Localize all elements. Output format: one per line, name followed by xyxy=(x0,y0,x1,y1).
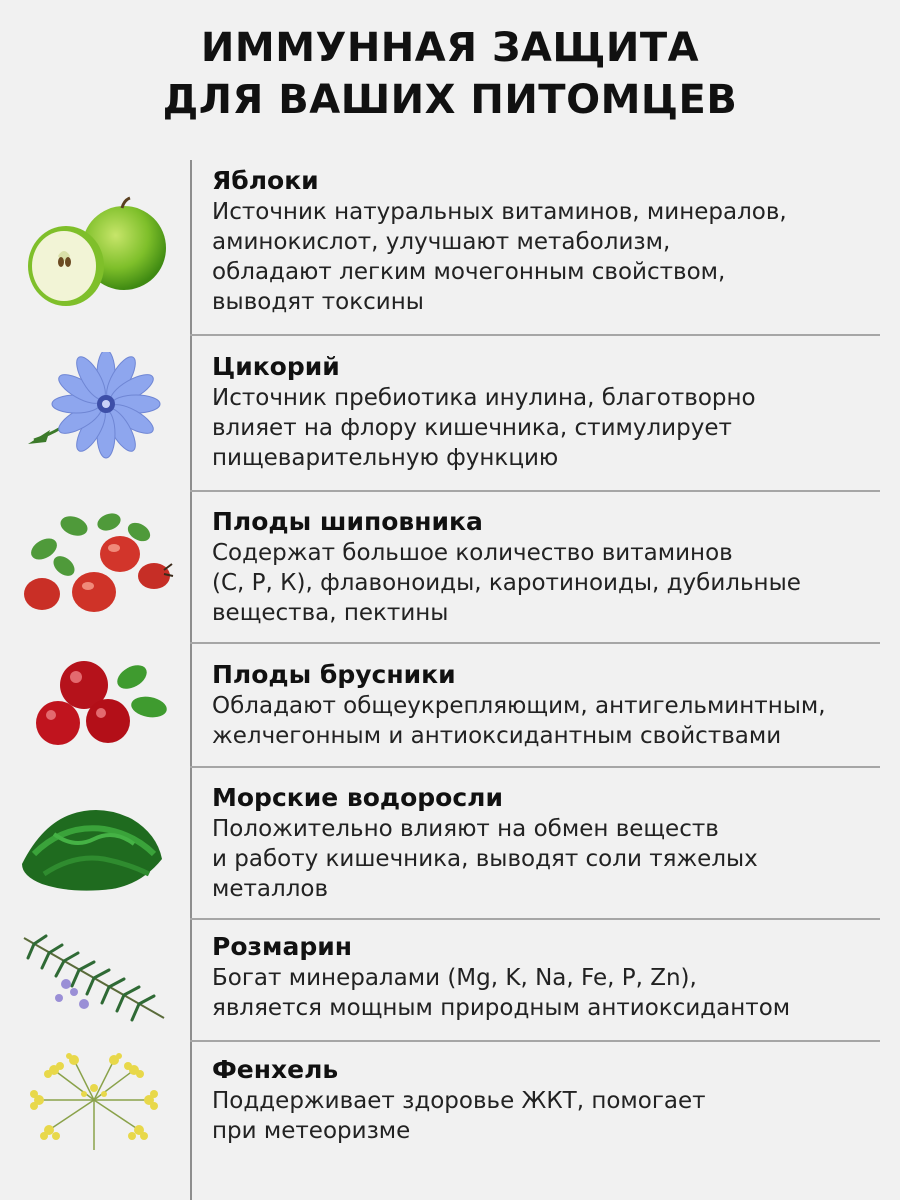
item-fennel xyxy=(212,1055,887,1146)
rosehip-icon xyxy=(14,504,179,619)
item-rosehip xyxy=(212,507,887,628)
vertical-divider xyxy=(190,160,192,1200)
item-title: Цикорий xyxy=(212,352,340,381)
item-description: Источник пребиотика инулина, благотворно влияет на флору кишечника, стимулирует пищеварительную функцию xyxy=(212,385,756,471)
item-lingonberry xyxy=(212,660,887,751)
lingonberry-icon xyxy=(14,655,179,755)
seaweed-icon xyxy=(14,794,179,904)
apple-icon xyxy=(14,196,179,311)
rosemary-icon xyxy=(14,928,179,1028)
page-title xyxy=(0,22,900,126)
item-title: Яблоки xyxy=(212,166,319,195)
item-title: Фенхель xyxy=(212,1055,339,1084)
row-divider xyxy=(190,1040,880,1042)
row-divider xyxy=(190,766,880,768)
item-description: Поддерживает здоровье ЖКТ, помогает при метеоризме xyxy=(212,1088,706,1144)
item-description: Положительно влияют на обмен веществ и работу кишечника, выводят соли тяжелых металлов xyxy=(212,816,758,902)
item-seaweed xyxy=(212,783,887,904)
item-description: Источник натуральных витаминов, минералов, аминокислот, улучшают метаболизм, обладают легким мочегонным свойством, выводят токсины xyxy=(212,199,787,315)
item-rosemary xyxy=(212,932,887,1023)
item-title: Плоды брусники xyxy=(212,660,456,689)
item-title: Розмарин xyxy=(212,932,353,961)
chicory-flower-icon xyxy=(14,352,179,462)
item-chicory xyxy=(212,352,887,473)
row-divider xyxy=(190,490,880,492)
item-description: Обладают общеукрепляющим, антигельминтным, желчегонным и антиоксидантным свойствами xyxy=(212,693,826,749)
page-title-line-1: ИММУННАЯ ЗАЩИТА xyxy=(200,25,700,71)
item-title: Морские водоросли xyxy=(212,783,503,812)
row-divider xyxy=(190,334,880,336)
row-divider xyxy=(190,918,880,920)
row-divider xyxy=(190,642,880,644)
item-title: Плоды шиповника xyxy=(212,507,483,536)
item-description: Содержат большое количество витаминов (С, Р, К), флавоноиды, каротиноиды, дубильные вещества, пектины xyxy=(212,540,801,626)
item-apples xyxy=(212,166,887,317)
item-description: Богат минералами (Mg, K, Na, Fe, P, Zn), является мощным природным антиоксидантом xyxy=(212,965,791,1021)
page-title-line-2: ДЛЯ ВАШИХ ПИТОМЦЕВ xyxy=(162,77,738,123)
fennel-flower-icon xyxy=(14,1050,179,1160)
